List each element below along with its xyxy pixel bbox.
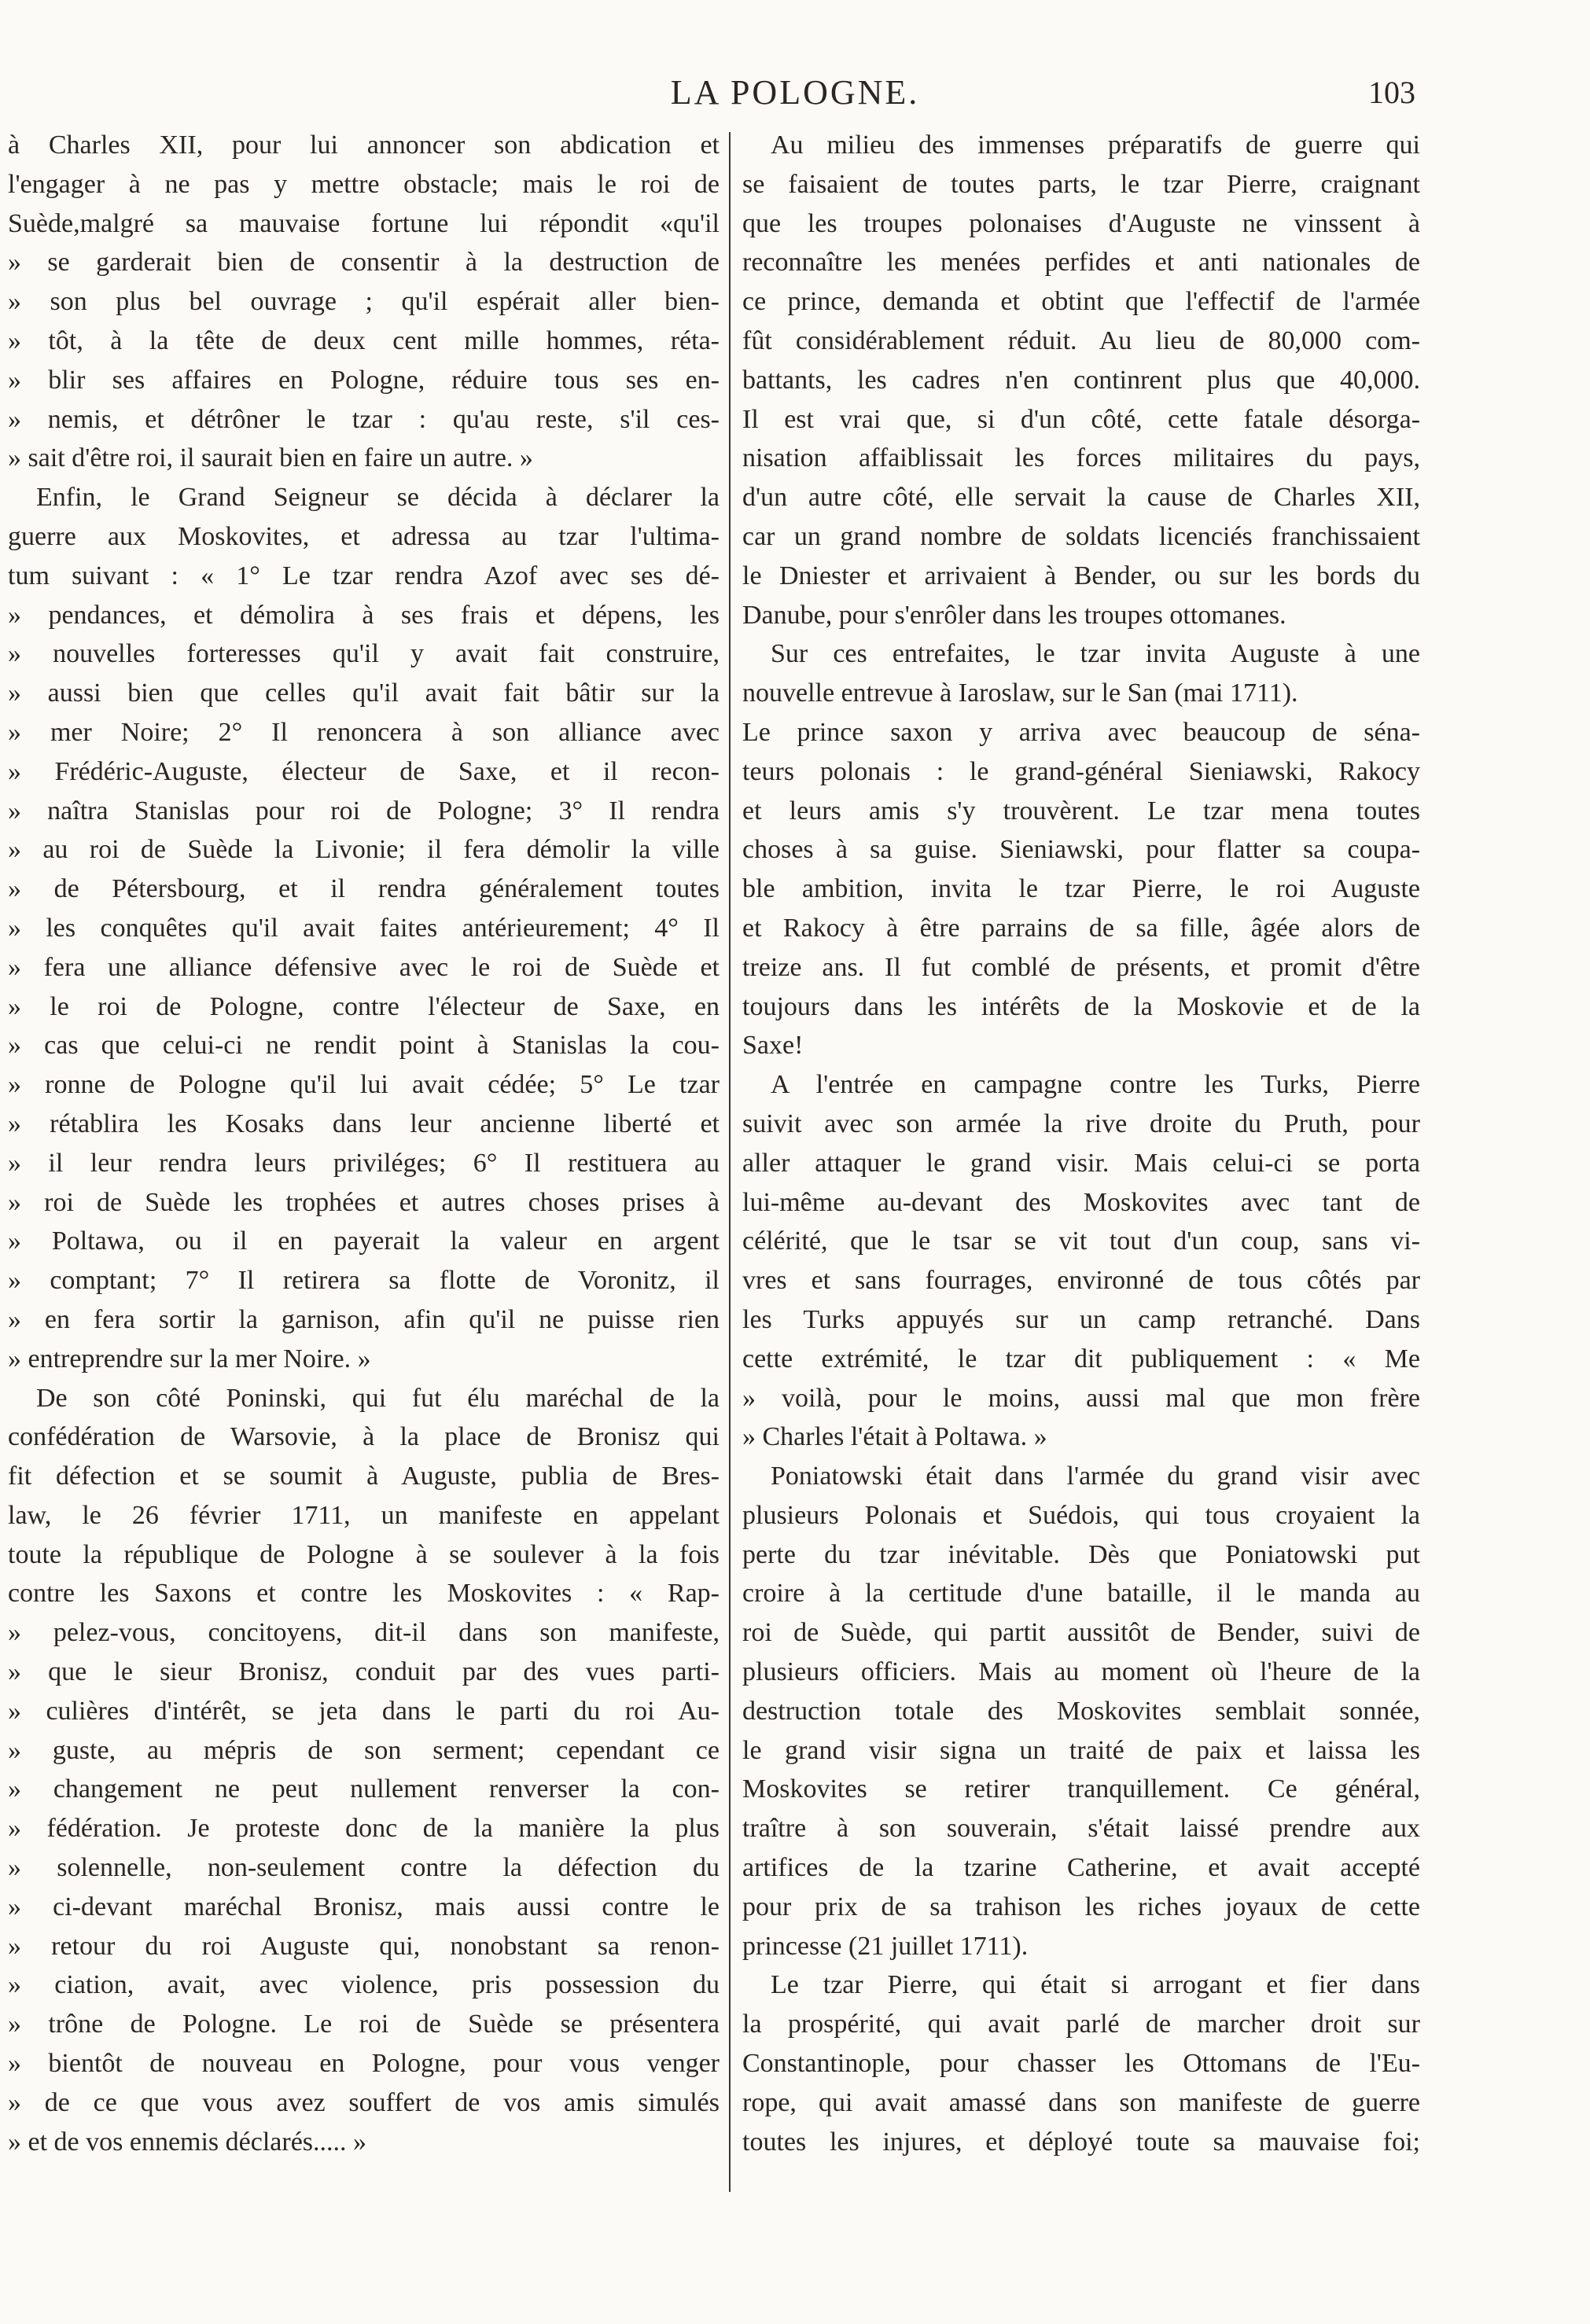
text-line: » ciation, avait, avec violence, pris possession du bbox=[8, 1970, 720, 2000]
text-line: reconnaître les menées perfides et anti nationales de bbox=[742, 248, 1420, 278]
text-line: » ronne de Pologne qu'il lui avait cédée; 5° Le tzar bbox=[8, 1070, 720, 1100]
text-line: » en fera sortir la garnison, afin qu'il ne puisse rien bbox=[8, 1304, 720, 1334]
text-line: contre les Saxons et contre les Moskovites : « Rap- bbox=[8, 1579, 720, 1609]
text-line: » le roi de Pologne, contre l'électeur de Saxe, en bbox=[8, 991, 720, 1021]
right-column bbox=[742, 126, 1420, 2161]
text-line: cette extrémité, le tzar dit publiquement : « Me bbox=[742, 1344, 1420, 1373]
text-line: l'engager à ne pas y mettre obstacle; mais le roi de bbox=[8, 169, 720, 199]
text-line: artifices de la tzarine Catherine, et avait accepté bbox=[742, 1853, 1420, 1883]
text-line: » retour du roi Auguste qui, nonobstant sa renon- bbox=[8, 1931, 720, 1961]
text-line: traître à son souverain, s'était laissé prendre aux bbox=[742, 1814, 1420, 1844]
text-line: » comptant; 7° Il retirera sa flotte de Voronitz, il bbox=[8, 1266, 720, 1296]
text-line: princesse (21 juillet 1711). bbox=[742, 1931, 1029, 1961]
text-line: ble ambition, invita le tzar Pierre, le roi Auguste bbox=[742, 874, 1420, 904]
text-line: » les conquêtes qu'il avait faites antérieurement; 4° Il bbox=[8, 913, 720, 943]
text-line: De son côté Poninski, qui fut élu maréchal de la bbox=[36, 1383, 720, 1413]
text-line: » entreprendre sur la mer Noire. » bbox=[8, 1344, 371, 1373]
text-line: la prospérité, qui avait parlé de marcher droit sur bbox=[742, 2010, 1420, 2039]
text-line: perte du tzar inévitable. Dès que Poniatowski put bbox=[742, 1539, 1420, 1569]
text-line: law, le 26 février 1711, un manifeste en appelant bbox=[8, 1500, 720, 1530]
text-line: » blir ses affaires en Pologne, réduire tous ses en- bbox=[8, 365, 720, 395]
text-line: Poniatowski était dans l'armée du grand visir avec bbox=[771, 1462, 1420, 1491]
text-line: se faisaient de toutes parts, le tzar Pierre, craignant bbox=[742, 169, 1420, 199]
text-line: » fédération. Je proteste donc de la manière la plus bbox=[8, 1814, 720, 1844]
text-line: » Frédéric-Auguste, électeur de Saxe, et il recon- bbox=[8, 756, 720, 786]
text-line: suivit avec son armée la rive droite du Pruth, pour bbox=[742, 1109, 1420, 1138]
text-line: » nemis, et détrôner le tzar : qu'au reste, s'il ces- bbox=[8, 404, 720, 434]
text-line: rope, qui avait amassé dans son manifeste de guerre bbox=[742, 2087, 1420, 2117]
text-line: le Dniester et arrivaient à Bender, ou sur les bords du bbox=[742, 561, 1420, 590]
text-line: » rétablira les Kosaks dans leur ancienne liberté et bbox=[8, 1109, 720, 1138]
text-line: A l'entrée en campagne contre les Turks, Pierre bbox=[771, 1070, 1420, 1100]
text-line: » se garderait bien de consentir à la destruction de bbox=[8, 248, 720, 278]
text-line: toujours dans les intérêts de la Moskovie et de la bbox=[742, 991, 1420, 1021]
text-line: Au milieu des immenses préparatifs de guerre qui bbox=[771, 131, 1420, 160]
page-number: 103 bbox=[1368, 75, 1415, 110]
text-line: à Charles XII, pour lui annoncer son abdication et bbox=[8, 131, 720, 160]
text-line: toute la république de Pologne à se soulever à la fois bbox=[8, 1539, 720, 1569]
text-line: » changement ne peut nullement renverser la con- bbox=[8, 1774, 720, 1804]
text-line: » cas que celui-ci ne rendit point à Stanislas la cou- bbox=[8, 1031, 720, 1061]
text-line: et Rakocy à être parrains de sa fille, âgée alors de bbox=[742, 913, 1420, 943]
text-line: battants, les cadres n'en continrent plus que 40,000. bbox=[742, 365, 1420, 395]
text-line: guerre aux Moskovites, et adressa au tzar l'ultima- bbox=[8, 521, 720, 551]
text-line: fit défection et se soumit à Auguste, publia de Bres- bbox=[8, 1462, 720, 1491]
text-line: » de Pétersbourg, et il rendra généralement toutes bbox=[8, 874, 720, 904]
text-line: et leurs amis s'y trouvèrent. Le tzar mena toutes bbox=[742, 796, 1420, 826]
text-line: » pendances, et démolira à ses frais et dépens, les bbox=[8, 600, 720, 630]
text-line: » fera une alliance défensive avec le roi de Suède et bbox=[8, 952, 720, 982]
column-divider bbox=[729, 132, 731, 2192]
text-line: » voilà, pour le moins, aussi mal que mon frère bbox=[742, 1383, 1420, 1413]
text-line: » culières d'intérêt, se jeta dans le parti du roi Au- bbox=[8, 1696, 720, 1726]
text-line: Constantinople, pour chasser les Ottomans de l'Eu- bbox=[742, 2049, 1420, 2079]
text-line: » naîtra Stanislas pour roi de Pologne; 3° Il rendra bbox=[8, 796, 720, 826]
text-line: » tôt, à la tête de deux cent mille hommes, réta- bbox=[8, 325, 720, 355]
text-line: » ci-devant maréchal Bronisz, mais aussi contre le bbox=[8, 1892, 720, 1921]
text-line: » guste, au mépris de son serment; cependant ce bbox=[8, 1735, 720, 1765]
text-line: » au roi de Suède la Livonie; il fera démolir la ville bbox=[8, 835, 720, 865]
text-line: » mer Noire; 2° Il renoncera à son alliance avec bbox=[8, 717, 720, 747]
text-line: » bientôt de nouveau en Pologne, pour vous venger bbox=[8, 2049, 720, 2079]
running-title: LA POLOGNE. bbox=[670, 73, 920, 112]
text-line: roi de Suède, qui partit aussitôt de Bender, suivi de bbox=[742, 1618, 1420, 1648]
text-line: choses à sa guise. Sieniawski, pour flatter sa coupa- bbox=[742, 835, 1420, 865]
text-line: » Poltawa, ou il en payerait la valeur en argent bbox=[8, 1226, 720, 1256]
text-line: treize ans. Il fut comblé de présents, et promit d'être bbox=[742, 952, 1420, 982]
text-line: Moskovites se retirer tranquillement. Ce général, bbox=[742, 1774, 1420, 1804]
text-line: nisation affaiblissait les forces militaires du pays, bbox=[742, 443, 1420, 473]
text-line: » il leur rendra leurs priviléges; 6° Il restituera au bbox=[8, 1148, 720, 1178]
text-line: Enfin, le Grand Seigneur se décida à déclarer la bbox=[36, 483, 720, 513]
text-line: Danube, pour s'enrôler dans les troupes ottomanes. bbox=[742, 600, 1286, 630]
text-line: nouvelle entrevue à Iaroslaw, sur le San (mai 1711). bbox=[742, 678, 1298, 708]
text-line: pour prix de sa trahison les riches joyaux de cette bbox=[742, 1892, 1420, 1921]
text-line: teurs polonais : le grand-général Sieniawski, Rakocy bbox=[742, 756, 1420, 786]
text-line: d'un autre côté, elle servait la cause de Charles XII, bbox=[742, 483, 1420, 513]
text-line: » et de vos ennemis déclarés..... » bbox=[8, 2127, 367, 2157]
text-line: Sur ces entrefaites, le tzar invita Auguste à une bbox=[771, 639, 1420, 669]
text-line: » aussi bien que celles qu'il avait fait bâtir sur la bbox=[8, 678, 720, 708]
text-line: plusieurs Polonais et Suédois, qui tous croyaient la bbox=[742, 1500, 1420, 1530]
text-line: ce prince, demanda et obtint que l'effectif de l'armée bbox=[742, 287, 1420, 317]
text-line: » Charles l'était à Poltawa. » bbox=[742, 1422, 1047, 1452]
text-line: les Turks appuyés sur un camp retranché. Dans bbox=[742, 1304, 1420, 1334]
text-line: Il est vrai que, si d'un côté, cette fatale désorga- bbox=[742, 404, 1420, 434]
text-line: aller attaquer le grand visir. Mais celui-ci se porta bbox=[742, 1148, 1420, 1178]
text-line: Le prince saxon y arriva avec beaucoup de séna- bbox=[742, 717, 1420, 747]
text-line: » son plus bel ouvrage ; qu'il espérait aller bien- bbox=[8, 287, 720, 317]
text-line: le grand visir signa un traité de paix et laissa les bbox=[742, 1735, 1420, 1765]
text-line: » nouvelles forteresses qu'il y avait fait construire, bbox=[8, 639, 720, 669]
text-line: » roi de Suède les trophées et autres choses prises à bbox=[8, 1187, 720, 1217]
text-line: fût considérablement réduit. Au lieu de 80,000 com- bbox=[742, 325, 1420, 355]
text-line: toutes les injures, et déployé toute sa mauvaise foi; bbox=[742, 2127, 1420, 2157]
text-line: » que le sieur Bronisz, conduit par des vues parti- bbox=[8, 1657, 720, 1687]
page-header bbox=[0, 72, 1590, 120]
text-line: Le tzar Pierre, qui était si arrogant et fier dans bbox=[771, 1970, 1420, 2000]
text-line: » de ce que vous avez souffert de vos amis simulés bbox=[8, 2087, 720, 2117]
text-line: » sait d'être roi, il saurait bien en faire un autre. » bbox=[8, 443, 533, 473]
text-line: vres et sans fourrages, environné de tous côtés par bbox=[742, 1266, 1420, 1296]
text-line: que les troupes polonaises d'Auguste ne vinssent à bbox=[742, 208, 1420, 238]
text-line: » trône de Pologne. Le roi de Suède se présentera bbox=[8, 2010, 720, 2039]
text-line: destruction totale des Moskovites semblait sonnée, bbox=[742, 1696, 1420, 1726]
text-line: tum suivant : « 1° Le tzar rendra Azof avec ses dé- bbox=[8, 561, 720, 590]
text-line: confédération de Warsovie, à la place de Bronisz qui bbox=[8, 1422, 720, 1452]
text-line: croire à la certitude d'une bataille, il le manda au bbox=[742, 1579, 1420, 1609]
text-line: » pelez-vous, concitoyens, dit-il dans son manifeste, bbox=[8, 1618, 720, 1648]
text-line: car un grand nombre de soldats licenciés franchissaient bbox=[742, 521, 1420, 551]
text-line: lui-même au-devant des Moskovites avec tant de bbox=[742, 1187, 1420, 1217]
left-column bbox=[8, 126, 720, 2161]
text-line: plusieurs officiers. Mais au moment où l'heure de la bbox=[742, 1657, 1420, 1687]
text-line: » solennelle, non-seulement contre la défection du bbox=[8, 1853, 720, 1883]
text-line: célérité, que le tsar se vit tout d'un coup, sans vi- bbox=[742, 1226, 1420, 1256]
text-line: Suède,malgré sa mauvaise fortune lui répondit «qu'il bbox=[8, 208, 720, 238]
text-line: Saxe! bbox=[742, 1031, 804, 1061]
